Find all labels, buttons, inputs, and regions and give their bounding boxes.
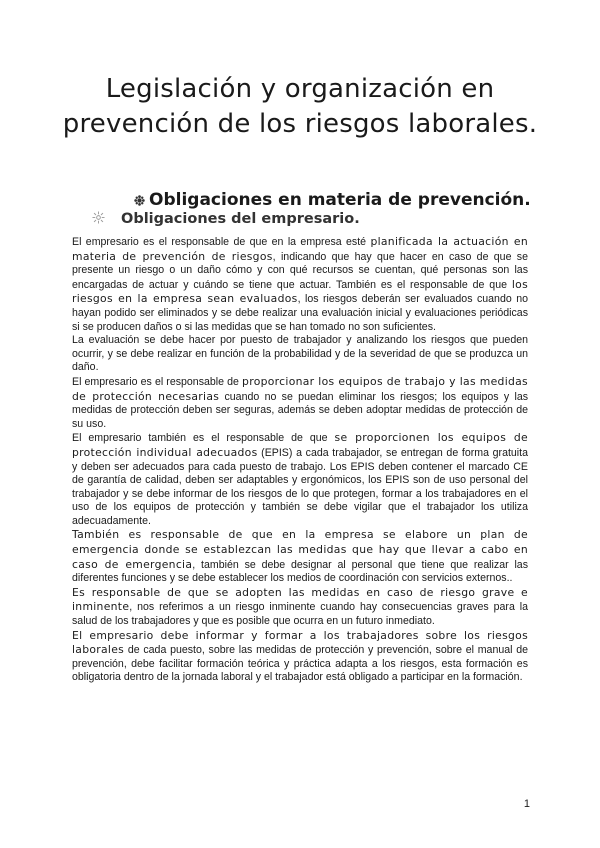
text-run: , nos referimos a un riesgo inminente cuando hay consecuencias graves para la salud de los trabajadores y que es posible que ocurra en un futuro inmediato. (72, 601, 528, 628)
subsection-heading (92, 210, 532, 228)
subsection-heading-text: Obligaciones del empresario. (121, 211, 360, 227)
highlighted-phrase: Es responsable de que se adopten las medidas en caso de riesgo grave e inminente (72, 585, 528, 614)
section-heading (134, 190, 574, 210)
section-heading-text: Obligaciones en materia de prevención. (149, 190, 531, 210)
paragraph (72, 629, 528, 685)
paragraph (72, 586, 528, 629)
highlighted-phrase: proporcionar los equipos de trabajo y las medidas de protección necesarias (72, 374, 528, 403)
paragraph (72, 235, 528, 334)
paragraph (72, 528, 528, 585)
page-number: 1 (523, 798, 530, 810)
text-run: (EPIS) a cada trabajador, se entregan de forma gratuita y deben ser adecuados para cada puesto de trabajo. Los EPIS deben contener el marcado CE de garantía de calidad, deben ser adaptables y ergonómicos, los EPIS son de uso personal del trabajador y se debe informar de los riesgos de lo que protegen, formar a los trabajadores en el uso de los equipos de protección y también se debe vigilar que el trabajador los utiliza adecuadamente. (72, 446, 528, 527)
page-title: Legislación y organización en prevención de los riesgos laborales. (62, 74, 538, 139)
highlighted-phrase: planificada la actuación en materia de prevención de riesgos (72, 235, 528, 263)
highlighted-phrase: El empresario debe informar y formar a los trabajadores sobre los riesgos laborales (72, 628, 528, 657)
paragraph (72, 375, 528, 431)
text-run: El empresario es el responsable de (72, 375, 243, 388)
text-run: La evaluación se debe hacer por puesto de trabajador y analizando los riesgos que pueden ocurrir, y se debe realizar en función de la probabilidad y de la severidad de que se produzca un daño. (72, 334, 528, 374)
text-run: El empresario también es el responsable de que (72, 432, 335, 445)
text-run: de cada puesto, sobre las medidas de protección y prevención, sobre el manual de prevención, debe facilitar formación teórica y práctica adapta a los riesgos, esta formación es obligatoria dentro de la jornada laboral y el trabajador está obligado a participar en la formación. (72, 644, 528, 684)
text-run: El empresario es el responsable de que en la empresa esté (72, 236, 371, 248)
paragraph (72, 334, 528, 375)
highlighted-phrase: También es responsable de que en la empresa se elabore un plan de emergencia donde se establezcan las medidas que hay que llevar a cabo en caso de emergencia (72, 528, 528, 571)
highlighted-phrase: los riesgos en la empresa sean evaluados (72, 277, 528, 306)
body-text (72, 235, 528, 685)
text-run: cuando no se puedan eliminar los riesgos; los equipos y las medidas de protección deben ser seguras, además se deben adoptar medidas de protección de su uso. (72, 390, 529, 430)
highlighted-phrase: se proporcionen los equipos de protección individual adecuados (72, 431, 528, 459)
text-run: , indicando que hay que hacer en caso de que se presente un riesgo o un daño cómo y con qué recursos se cuentan, qué personas son las encargadas de actuar y cuándo se tiene que actuar. También es el responsable de que (72, 250, 528, 291)
paragraph (72, 431, 528, 528)
text-run: , los riesgos deberán ser evaluados cuando no hayan podido ser eliminados y se debe realizar una evaluación inicial y evaluaciones periódicas si se producen daños o si las medidas que se han tomado no son suficientes. (72, 293, 528, 333)
sparkle-bullet-icon (92, 211, 105, 224)
text-run: , también se debe designar al personal que tiene que realizar las diferentes funciones y se debe establecer los medios de coordinación con servicios externos.. (72, 558, 528, 585)
flower-bullet-icon (134, 195, 145, 206)
